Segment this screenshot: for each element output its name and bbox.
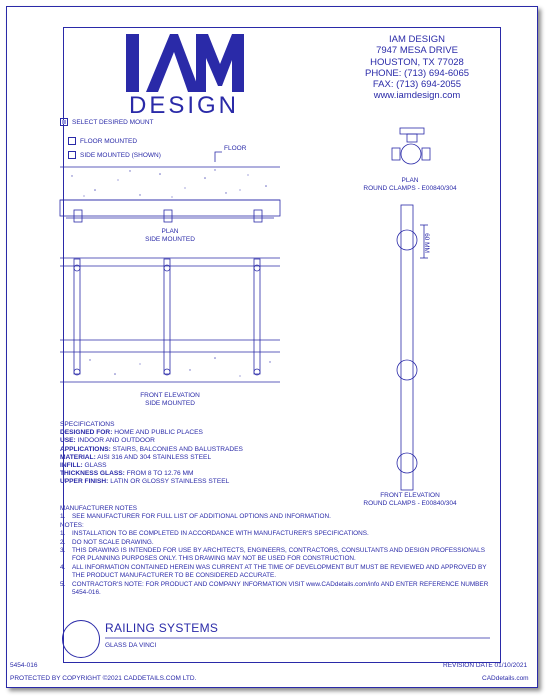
dimension-label: 60 MM [423, 233, 430, 253]
spec-row: APPLICATIONS: STAIRS, BALCONIES AND BALUSTRADES [60, 445, 243, 453]
fax: FAX: (713) 694-2055 [372, 79, 462, 91]
note-item: 5. CONTRACTOR'S NOTE: FOR PRODUCT AND COMPANY INFORMATION VISIT www.CADdetails.com/info AND ENTER REFERENCE NUMBER 5454-016. [60, 580, 489, 597]
spec-row: DESIGNED FOR: HOME AND PUBLIC PLACES [60, 429, 203, 437]
side-mounted-label: SIDE MOUNTED (SHOWN) [80, 151, 161, 159]
spec-row: UPPER FINISH: LATIN OR GLOSSY STAINLESS STEEL [60, 478, 230, 486]
spec-row: MATERIAL: AISI 316 AND 304 STAINLESS STEEL [60, 453, 212, 461]
specifications [60, 421, 360, 487]
mount-heading: SELECT DESIRED MOUNT [72, 118, 154, 126]
caddetails-link[interactable]: CADdetails.com [482, 675, 529, 682]
website[interactable]: www.iamdesign.com [373, 90, 461, 102]
manufacturer-notes-heading: MANUFACTURER NOTES [60, 505, 138, 512]
drawing-title: RAILING SYSTEMS [105, 621, 219, 635]
drawing-subtitle: GLASS DA VINCI [105, 642, 157, 649]
plan-round-clamps-label: PLAN ROUND CLAMPS - E00840/304 [363, 177, 457, 192]
note-item: 3. THIS DRAWING IS INTENDED FOR USE BY ARCHITECTS, ENGINEERS, CONTRACTORS, CONSULTANTS AND DESIGN PROFESSIONALS FOR PLANNING PURPOSES ONLY. THIS DRAWING MAY NOT BE USED FOR CONSTRUCTION. [60, 547, 485, 563]
reference-number: 5454-016 [10, 662, 38, 669]
plan-round-clamp-view [392, 128, 430, 164]
floor-label: FLOOR [224, 145, 247, 152]
title-block-circle [62, 620, 100, 658]
spec-row: USE: INDOOR AND OUTDOOR [60, 437, 155, 445]
notes-section [60, 505, 490, 597]
note-item: 2. DO NOT SCALE DRAWING. [60, 538, 154, 546]
plan-side-mounted-label: PLAN SIDE MOUNTED [145, 228, 195, 243]
plan-side-mounted-view [60, 152, 280, 222]
elevation-side-mounted-label: FRONT ELEVATION SIDE MOUNTED [140, 392, 200, 407]
floor-mounted-label: FLOOR MOUNTED [80, 137, 138, 145]
company-name: IAM DESIGN [389, 34, 445, 45]
spec-row: THICKNESS GLASS: FROM 8 TO 12.76 MM [60, 470, 194, 478]
city: HOUSTON, TX 77028 [370, 56, 464, 68]
notes-heading: NOTES: [60, 521, 84, 529]
street: 7947 MESA DRIVE [376, 45, 458, 57]
phone: PHONE: (713) 694-6065 [364, 67, 470, 79]
elevation-round-clamps-label: FRONT ELEVATION ROUND CLAMPS - E00840/304 [363, 492, 457, 507]
spec-row: INFILL: GLASS [60, 462, 107, 470]
note-item: 4. ALL INFORMATION CONTAINED HEREIN WAS CURRENT AT THE TIME OF DEVELOPMENT BUT MUST BE REVIEWED AND APPROVED BY THE PRODUCT MANUFACTURER TO BE CONSIDERED ACCURATE. [60, 563, 487, 580]
revision-date: REVISION DATE 01/10/2021 [443, 662, 528, 669]
logo-wordmark: DESIGN [129, 92, 240, 119]
note-item: 1. SEE MANUFACTURER FOR FULL LIST OF ADDITIONAL OPTIONS AND INFORMATION. [60, 513, 331, 521]
copyright: PROTECTED BY COPYRIGHT ©2021 CADDETAILS.COM LTD. [10, 675, 197, 682]
note-item: 1. INSTALLATION TO BE COMPLETED IN ACCORDANCE WITH MANUFACTURER'S SPECIFICATIONS. [60, 530, 369, 538]
elevation-side-mounted-view [60, 258, 280, 382]
specs-heading: SPECIFICATIONS [60, 421, 115, 428]
